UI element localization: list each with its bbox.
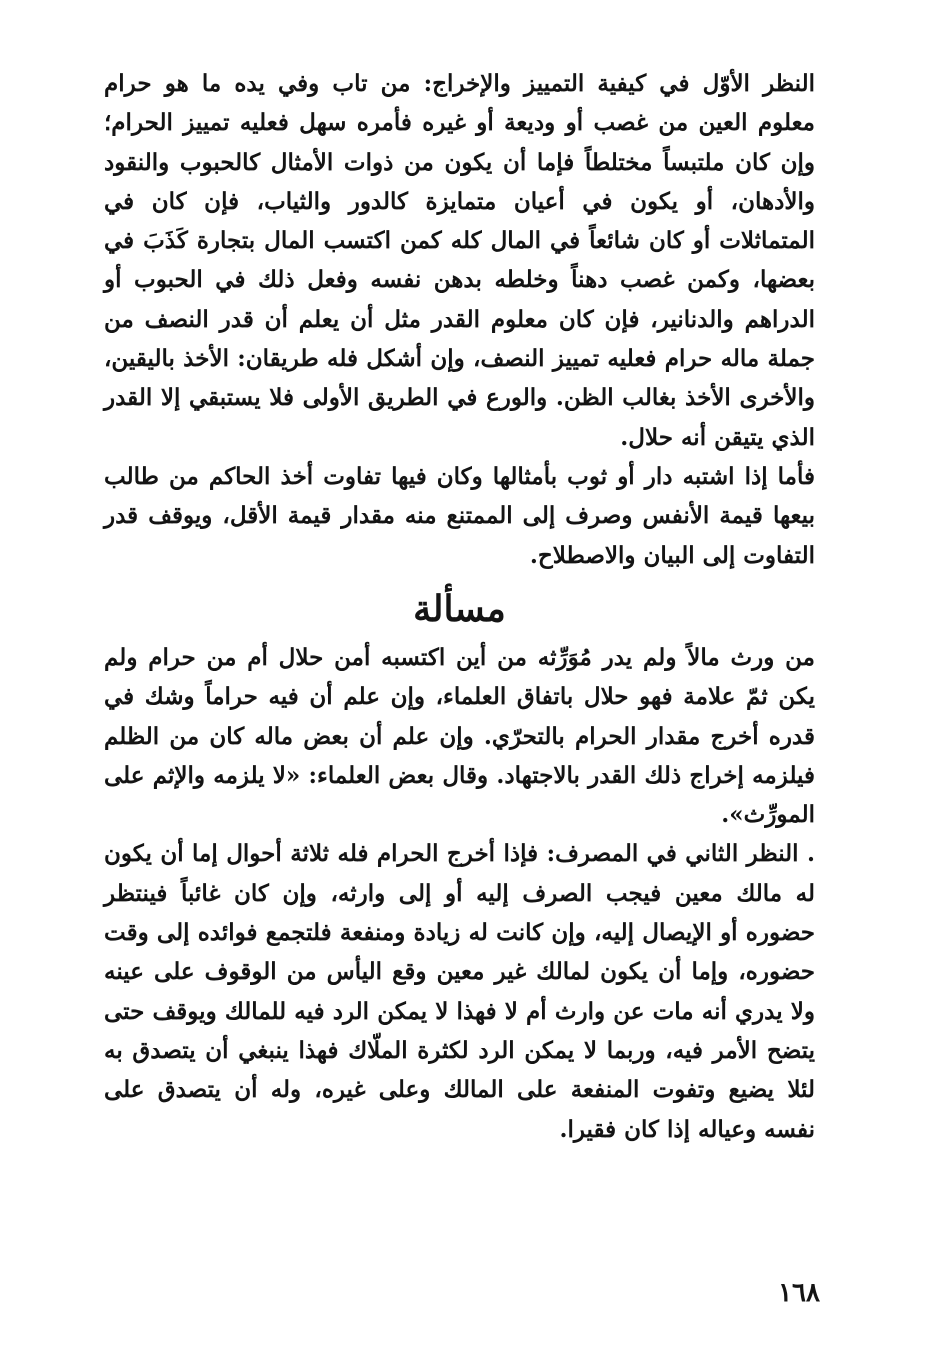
paragraph-first-inquiry — [104, 64, 815, 457]
page-number: ١٦٨ — [778, 1278, 820, 1308]
section-2-text — [104, 638, 815, 1149]
paragraph-lead-heading: النظر الأوّل — [702, 70, 815, 97]
section-heading: مسألة — [413, 588, 506, 630]
paragraph-body: في كيفية التمييز والإخراج: من تاب وفي يده ما هو حرام معلوم العين من غصب أو وديعة أو غيره فأمره سهل فعليه تمييز الحرام؛ وإن كان ملتبساً مختلطاً فإما أن يكون من ذوات الأمثال كالحبوب والنقود والأدهان، أو يكون في أعيان متمايزة كالدور والثياب، فإن كان في المتماثلات أو كان شائعاً في المال كله كمن اكتسب المال بتجارة كَذَبَ في بعضها، وكمن غصب دهناً وخلطه بدهن نفسه وفعل ذلك في الحبوب أو الدراهم والدنانير، فإن كان معلوم القدر مثل أن يعلم أن قدر النصف من جملة ماله حرام فعليه تمييز النصف، وإن أشكل فله طريقان: الأخذ باليقين، والأخرى الأخذ بغالب الظن. والورع في الطريق الأولى فلا يستبقي إلا القدر الذي يتيقن أنه حلال. — [104, 70, 815, 451]
paragraph-similar-goods: فأما إذا اشتبه دار أو ثوب بأمثالها وكان فيها تفاوت أخذ الحاكم من طالب بيعها قيمة الأنفس وصرف إلى الممتنع منه مقدار قيمة الأقل، ويوقف قدر التفاوت إلى البيان والاصطلاح. — [104, 462, 815, 569]
paragraph-second-inquiry: . النظر الثاني في المصرف: فإذا أخرج الحرام فله ثلاثة أحوال إما أن يكون له مالك معين فيجب الصرف إليه أو إلى وارثه، وإن كان غائباً فينتظر حضوره أو الإيصال إليه، وإن كانت له زيادة ومنفعة فلتجمع فوائده إلى وقت حضوره، وإما أن يكون لمالك غير معين وقع اليأس من الوقوف على عينه ولا يدري أنه مات عن وارث أم لا فهذا لا يمكن الرد فيه للمالك ويوقف حتى يتضح الأمر فيه، وربما لا يمكن الرد لكثرة الملّاك فهذا ينبغي أن يتصدق به لئلا يضيع وتفوت المنفعة على المالك وعلى غيره، وله أن يتصدق على نفسه وعياله إذا كان فقيرا. — [104, 840, 815, 1143]
paragraph-inheritance: من ورث مالاً ولم يدر مُوَرِّثه من أين اكتسبه أمن حلال أم من حرام ولم يكن ثمّ علامة فهو حلال باتفاق العلماء، وإن علم أن فيه حراماً وشك في قدره أخرج مقدار الحرام بالتحرّي. وإن علم أن بعض ماله كان من الظلم فيلزمه إخراج ذلك القدر بالاجتهاد. وقال بعض العلماء: «لا يلزمه والإثم على المورِّث». — [104, 644, 815, 829]
section-1-text — [104, 64, 815, 575]
